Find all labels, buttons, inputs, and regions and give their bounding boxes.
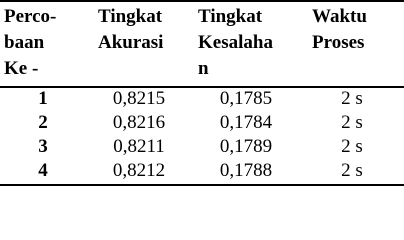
header-tingkat-kesalahan: Tingkat Kesalaha n <box>198 6 273 79</box>
table-row <box>0 87 404 111</box>
table-bottom-rule <box>0 184 404 186</box>
cell-kesalahan: 0,1789 <box>219 136 273 157</box>
header-waktu-proses: Waktu Proses <box>312 6 367 53</box>
table-top-rule <box>0 0 404 2</box>
cell-percobaan: 4 <box>38 160 48 181</box>
cell-akurasi: 0,8212 <box>112 160 166 181</box>
cell-akurasi: 0,8215 <box>112 88 166 109</box>
table-row <box>0 159 404 183</box>
cell-waktu: 2 s <box>341 88 363 109</box>
cell-percobaan: 1 <box>38 88 48 109</box>
cell-waktu: 2 s <box>341 136 363 157</box>
cell-percobaan: 2 <box>38 112 48 133</box>
header-tingkat-akurasi: Tingkat Akurasi <box>98 6 164 53</box>
cell-waktu: 2 s <box>341 112 363 133</box>
cell-akurasi: 0,8216 <box>112 112 166 133</box>
cell-kesalahan: 0,1785 <box>219 88 273 109</box>
cell-kesalahan: 0,1788 <box>219 160 273 181</box>
header-percobaan: Perco- baan Ke - <box>4 6 57 79</box>
cell-waktu: 2 s <box>341 160 363 181</box>
cell-kesalahan: 0,1784 <box>219 112 273 133</box>
table-row <box>0 135 404 159</box>
cell-akurasi: 0,8211 <box>113 136 165 157</box>
cell-percobaan: 3 <box>38 136 48 157</box>
table-row <box>0 111 404 135</box>
